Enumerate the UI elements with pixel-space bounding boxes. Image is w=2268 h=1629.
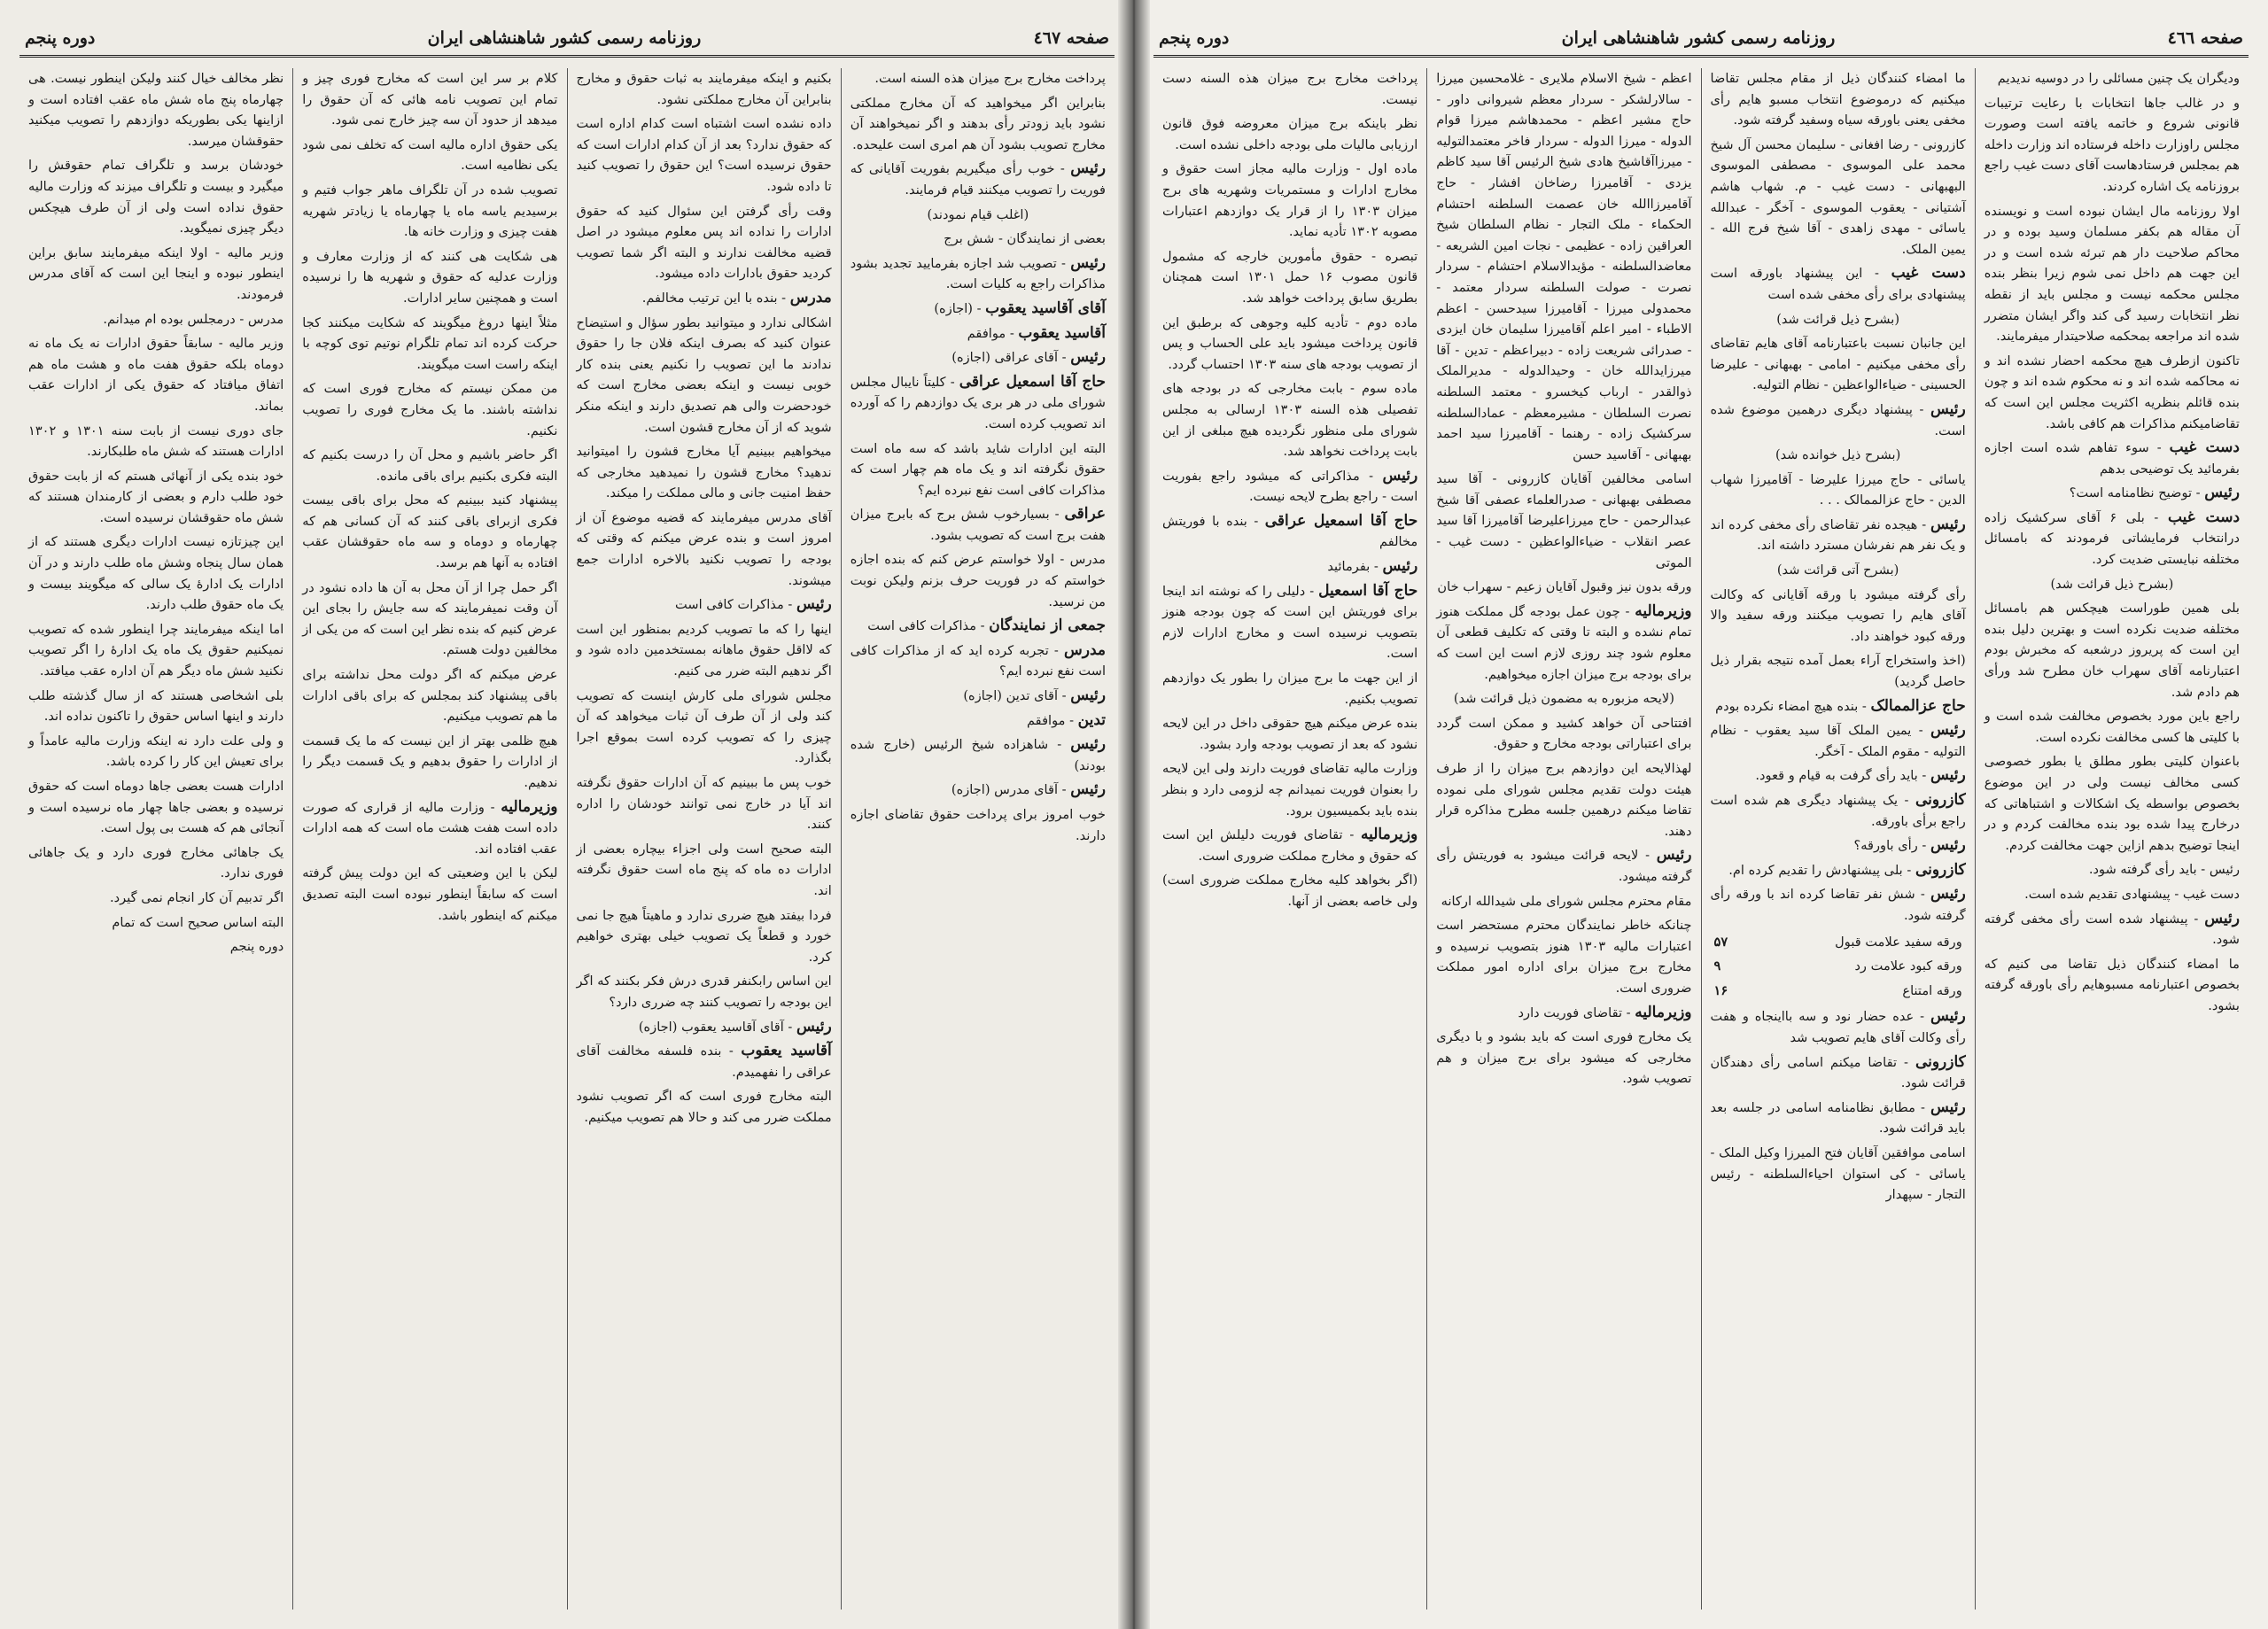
text-paragraph: چنانکه خاطر نمایندگان محترم مستحضر است اعتبارات مالیه ۱۳۰۳ هنوز بتصویب نرسیده و مخارج برج میزان برای اداره امور مملکت ضروری است. xyxy=(1436,918,1692,996)
text-paragraph: جای دوری نیست از بابت سنه ۱۳۰۱ و ۱۳۰۲ ادارات هستند که شش ماه طلبکارند. xyxy=(28,423,284,460)
text-paragraph: اینها را که ما تصویب کردیم بمنظور این است که لااقل حقوق ماهانه بمستخدمین داده شود و اگر ندهیم البته ضرر می کنیم. xyxy=(576,621,832,679)
speech-text: - بلی پیشنهادش را تقدیم کرده ام. xyxy=(1728,862,1915,878)
speaker-name: رئیس xyxy=(1382,466,1418,485)
speaker-name: عراقی xyxy=(1064,505,1106,524)
speech-text: - موافقم xyxy=(967,325,1019,341)
text-paragraph: تصویب شده در آن تلگراف ماهر جواب فتیم و برسیدیم یاسه ماه یا چهارماه یا زیادتر شهریه هفت چیزی و وزارت خانه ها. xyxy=(302,182,558,240)
speaker-name: رئیس xyxy=(1070,735,1106,754)
speech-paragraph xyxy=(850,372,1106,435)
text-paragraph: این چیزتازه نیست ادارات دیگری هستند که از همان سال پنجاه وشش ماه طلب دارند و در آن ادارات یک ادارهٔ یک سالی که میگویند بیست و یک ماه حقوق طلب دارند. xyxy=(28,534,284,613)
text-paragraph: بنده عرض میکنم هیچ حقوقی داخل در این لایحه نشود که بعد از تصویب بودجه وارد بشود. xyxy=(1162,716,1418,752)
speech-paragraph xyxy=(850,780,1106,801)
speaker-name: وزیرمالیه xyxy=(1635,601,1692,620)
speaker-name: رئیس xyxy=(2204,909,2240,927)
speaker-name: آقای آقاسید یعقوب xyxy=(985,299,1106,317)
speaker-name: وزیرمالیه xyxy=(501,797,558,816)
text-paragraph: ماده اول - وزارت مالیه مجاز است حقوق و مخارج ادارات و مستمریات وشهریه های برج میزان ۱۳۰۳ را از قرار یک دوازدهم اعتبارات مصوبه ۱۳۰۲ تأدیه نماید. xyxy=(1162,161,1418,240)
speech-text: - بسیارخوب شش برج که بابرج میزان هفت برج است که تصویب بشود. xyxy=(850,507,1106,543)
text-paragraph: وقت رأی گرفتن این سئوال کنید که حقوق ادارات را نداده اند پس معلوم میشود در اصل قضیه مخالفت ندارند و البته اگر شما تصویب کردید حقوق بادارات داده میشود. xyxy=(576,203,832,282)
text-paragraph: خود بنده یکی از آنهائی هستم که از بابت حقوق خود طلب دارم و بعضی از کارمندان هستند که شش ماه حقوقشان نرسیده است. xyxy=(28,468,284,525)
speech-paragraph xyxy=(1984,483,2240,504)
speech-text: - مذاکراتی که میشود راجع بفوریت است - راجع بطرح لایحه نیست. xyxy=(1162,468,1418,505)
text-paragraph: پرداخت مخارج برج میزان هذه السنه دست نیست. xyxy=(1162,71,1418,107)
speech-paragraph xyxy=(1711,1098,1966,1139)
speech-paragraph xyxy=(302,797,557,860)
editorial-note: (اغلب قیام نمودند) xyxy=(927,206,1029,222)
text-paragraph: اعظم - شیخ الاسلام ملایری - غلامحسین میرزا - سالارلشکر - سردار معظم شیروانی داور - حاج مشیر اعظم - محمدهاشم میرزا قوام الدوله - میرزا الدوله - سردار فاخر معتمدالتولیه - میرزاآقاشیخ هادی شیخ الرئیس آقا سید کاظم یزدی - آقامیرزا رضاخان افشار - حاج آقامیرزاالله خان عصمت السلطنه احتشام الحکماء - ملک التجار - نظام السلطان شیخ العراقین زاده - عظیمی - نجات امین الشریعه - معاضدالسلطنه - مؤیدالاسلام احتشام - سردار نصرت - صولت السلطنه سردار معتمد - محمدولی میرزا - آقامیرزا سیدحسن - اعظم الاطباء - امیر اعلم آقامیرزا سلیمان خان ایزدی - صدرائی شریعت زاده - دبیراعظم - تدین - آقا میرزایدالله خان - وحیدالدوله - مدیرالملک ذوالقدر - ارباب کیخسرو - معتمد السلطنه نصرت السلطان - مشیرمعظم - عمادالسلطنه سرکشیک زاده - رهنما - آقامیرزا سید احمد بهبهانی - آقاسید حسن xyxy=(1436,71,1692,462)
page-header xyxy=(1153,21,2249,58)
speech-paragraph xyxy=(1711,765,1966,787)
text-paragraph: مجلس شورای ملی کارش اینست که تصویب کند ولی از آن طرف آن ثبات میخواهد که آن چیزی را که تصویب کرده است بموقع اجرا بگذارد. xyxy=(576,687,832,766)
text-paragraph: ما امضاء کنندگان ذیل از مقام مجلس تقاضا میکنیم که درموضوع انتخاب مسبو هایم رأی مخفی یعنی باورقه سیاه وسفید گرفته شود. xyxy=(1710,71,1966,128)
vote-count: ۹ xyxy=(1713,958,1721,974)
speech-paragraph xyxy=(1162,825,1418,866)
text-paragraph: (اگر بخواهد کلیه مخارج مملکت ضروری است) ولی خاصه بعضی از آنها. xyxy=(1162,873,1418,909)
speaker-name: رئیس xyxy=(1070,780,1106,799)
speech-text: - بنده با فوریتش مخالفم xyxy=(1162,513,1418,550)
speech-paragraph xyxy=(1711,835,1966,857)
speech-paragraph xyxy=(1162,511,1418,553)
speech-text: - آقای مدرس (اجازه) xyxy=(951,782,1071,798)
text-paragraph: مدرس - اولا خواستم عرض کنم که بنده اجازه خواستم که در فوریت حرف بزنم ولیکن نوبت من نرسید. xyxy=(850,552,1106,609)
text-paragraph: تبصره - حقوق مأمورین خارجه که مشمول قانون مصوب ۱۶ حمل ۱۳۰۱ است همچنان بطریق سابق پرداخت خواهد شد. xyxy=(1162,248,1418,306)
text-paragraph: مدرس - درمجلس بوده ام میدانم. xyxy=(103,311,284,327)
text-paragraph: نظر مخالف خیال کنند ولیکن اینطور نیست. هی چهارماه پنج ماه شش ماه عقب افتاده است و ازاینها یکی بطوریکه دوازدهم را تصویب میکنید حقوقشان میرسد. xyxy=(28,71,284,149)
speaker-name: دست غیب xyxy=(2167,508,2241,526)
speaker-name: رئیس xyxy=(1070,687,1106,705)
speech-paragraph xyxy=(1436,845,1691,887)
text-paragraph: وزارت مالیه تقاضای فوریت دارند ولی این لایحه را بعنوان فوریت نمیدانم چه لزومی دارد و بنظر بنده باید بکمیسیون برود. xyxy=(1162,761,1418,818)
editorial-note: (بشرح ذیل خوانده شد) xyxy=(1775,447,1901,463)
text-paragraph: اگر تدبیم آن کار انجام نمی گیرد. xyxy=(110,889,284,905)
speech-paragraph xyxy=(1711,884,1966,926)
speech-text: - تجربه کرده اید که از مذاکرات کافی است نفع نبرده ایم؟ xyxy=(850,642,1106,679)
text-column xyxy=(567,68,841,1610)
speech-text: - چون عمل بودجه گل مملکت هنوز تمام نشده و البته تا وقتی که تکلیف قطعی آن معلوم شود چند روزی لازم است این است که برای بودجه برج میزان اجازه میخواهیم. xyxy=(1436,603,1692,682)
speech-paragraph xyxy=(850,734,1106,776)
speech-text: - بنده با این ترتیب مخالفم. xyxy=(641,290,790,306)
text-paragraph: عرض میکنم که اگر دولت محل نداشته برای باقی پیشنهاد کند بمجلس که برای باقی ادارات ما هم تصویب میکنیم. xyxy=(302,667,558,725)
speech-paragraph xyxy=(850,640,1106,682)
text-paragraph: البته صحیح است ولی اجزاء بیچاره بعضی از ادارات ده ماه که پنج ماه است حقوق نگرفته اند. xyxy=(576,841,832,898)
speech-paragraph xyxy=(1984,438,2240,479)
text-paragraph: یک جاهائی مخارج فوری دارد و یک جاهائی فوری ندارد. xyxy=(28,844,284,881)
speaker-name: دست غیب xyxy=(2169,438,2240,457)
speech-paragraph xyxy=(1711,1052,1966,1094)
speech-paragraph xyxy=(1711,515,1966,556)
speaker-name: رئیس xyxy=(1930,721,1966,740)
speaker-name: دست غیب xyxy=(1891,264,1966,283)
text-paragraph: (اخذ واستخراج آراء بعمل آمده نتیجه بقرار ذیل حاصل گردید) xyxy=(1710,653,1966,690)
speaker-name: حاج عزالممالک xyxy=(1870,696,1966,715)
page-number: صفحه ٤٦٦ xyxy=(2167,28,2243,48)
text-paragraph: دست غیب - پیشنهادی تقدیم شده است. xyxy=(2024,886,2240,902)
text-paragraph: مثلاً اینها دروغ میگویند که شکایت میکنند کجا حرکت کرده اند تمام تلگرام نوتیم توی کوچه با اینکه راست است میگویند. xyxy=(302,314,558,372)
speaker-name: آقاسید یعقوب xyxy=(741,1042,832,1060)
text-paragraph: از این جهت ما برج میزان را بطور یک دوازدهم تصویب بکنیم. xyxy=(1162,671,1418,707)
text-paragraph: رئیس - باید رأی گرفته شود. xyxy=(2088,862,2240,878)
speaker-name: رئیس xyxy=(1930,766,1966,785)
speaker-name: رئیس xyxy=(1930,399,1966,418)
speech-text: - آقای تدین (اجازه) xyxy=(963,688,1071,704)
speaker-name: رئیس xyxy=(1930,515,1966,533)
text-paragraph: خوب پس ما ببینیم که آن ادارات حقوق نگرفته اند آیا در خارج نمی توانند خودشان را اداره کنند. xyxy=(576,775,832,833)
text-paragraph: نظر باینکه برج میزان معروضه فوق قانون ارزیابی مالیات ملی بودجه داخلی نشده است. xyxy=(1162,116,1418,152)
speech-text: - پیشنهاد شده است رأی مخفی گرفته شود. xyxy=(1984,911,2240,948)
text-paragraph: البته این ادارات شاید باشد که سه ماه است حقوق نگرفته اند و یک ماه هم چهار است که مذاکرات کافی است نفع نبرده ایم؟ xyxy=(850,440,1106,498)
vote-row xyxy=(1711,979,1966,1004)
text-paragraph: لهذالایحه این دوازدهم برج میزان را از طرف هیئت دولت تقدیم مجلس شورای ملی نموده تقاضا میکنم درهمین جلسه مطرح مذاکره قرار دهند. xyxy=(1436,761,1692,839)
text-paragraph: باعنوان کلیتی بطور مطلق یا بطور خصوصی کسی مخالف نیست ولی در این موضوع بخصوص بواسطه یک اشکالات و اشتباهاتی که درخارج پیدا شده بود بنده مخالفت کردم و در اینجا توضیح بدهم ازاین جهت مخالفت کردم. xyxy=(1984,754,2240,853)
text-paragraph: بکنیم و اینکه میفرمایند به ثبات حقوق و مخارج بنابراین آن مخارج مملکتی نشود. xyxy=(576,71,832,107)
speaker-name: رئیس xyxy=(1070,348,1106,367)
text-paragraph: پیشنهاد کنید ببینیم که محل برای باقی بیست فکری ازبرای باقی کنند که آن کسانی هم که چهارماه و دوماه و سه ماه حقوقشان عقب افتاده به آنها هم برسد. xyxy=(302,493,558,571)
speech-paragraph xyxy=(577,1041,832,1082)
speech-text: - خوب رأی میگیریم بفوریت آقایانی که فوریت را تصویب میکنند قیام فرمایند. xyxy=(850,161,1106,198)
speech-text: - بلی ۶ آقای سرکشیک زاده درانتخاب فرمایشاتی فرمودند که بامسائل مختلفه نبایستی ضدیت کرد. xyxy=(1984,509,2240,568)
speech-paragraph xyxy=(850,347,1106,368)
text-paragraph: اما اینکه میفرمایند چرا اینطور شده که تصویب نمیکنیم حقوق یک ماه یک ادارهٔ را اگر تصویب نکنید شش ماه دیگر هم آن اداره عقب میافتد. xyxy=(28,621,284,679)
speaker-name: رئیس xyxy=(2204,484,2240,502)
speech-paragraph xyxy=(1711,696,1966,718)
speech-paragraph xyxy=(577,288,832,309)
speaker-name: رئیس xyxy=(1656,846,1692,865)
text-paragraph: وزیر مالیه - سابقاً حقوق ادارات نه یک ماه نه دوماه بلکه حقوق هفت ماه و هشت ماه هم اتفاق میافتاد که حقوق یکی از ادارات عقب بماند. xyxy=(28,336,284,414)
text-paragraph: پرداخت مخارج برج میزان هذه السنه است. xyxy=(874,71,1106,86)
text-paragraph: من ممکن نیستم که مخارج فوری است که نداشته باشند. ما یک مخارج فوری را تصویب نکنیم. xyxy=(302,381,558,438)
text-paragraph: یکی حقوق اداره مالیه است که تخلف نمی شود یکی نظامیه است. xyxy=(302,136,558,174)
text-paragraph: فردا بیفتد هیچ ضرری ندارد و ماهیتاً هیچ جا نمی خورد و قطعاً یک تصویب خیلی بهتری خواهیم کرد. xyxy=(576,907,832,965)
speech-paragraph xyxy=(1162,556,1418,578)
speech-text: - رأی باورقه؟ xyxy=(1853,838,1930,854)
vote-row xyxy=(1711,930,1966,955)
text-paragraph: خودشان برسد و تلگراف تمام حقوقش را میگیرد و بیست و تلگراف میزند که وزارت مالیه حقوق نداده است ولی از آن طرف هیچکس دیگر چیزی نمیگوید. xyxy=(28,158,284,237)
speech-paragraph xyxy=(1984,909,2240,950)
speaker-name: رئیس xyxy=(1070,253,1106,272)
speech-text: - یک پیشنهاد دیگری هم شده است راجع برأی باورقه. xyxy=(1710,793,1966,829)
text-paragraph: یک مخارج فوری است که باید بشود و با دیگری مخارجی که میشود برای برج میزان و هم تصویب شود. xyxy=(1436,1029,1692,1087)
speech-text: - بنده فلسفه مخالفت آقای عراقی را نفهمیدم. xyxy=(576,1043,832,1080)
speaker-name: رئیس xyxy=(796,595,832,614)
editorial-note: (بشرح ذیل قرائت شد) xyxy=(2050,576,2174,592)
text-paragraph: کازرونی - رضا افغانی - سلیمان محسن آل شیخ محمد علی الموسوی - مصطفی الموسوی البهبهانی - دست غیب - م. شهاب هاشم آشتیانی - یعقوب الموسوی - آخگر - عبدالله یاسائی - مهدی زاهدی - آقا شیخ فرج الله - یمین الملک. xyxy=(1710,136,1966,257)
text-paragraph: بلی اشخاصی هستند که از سال گذشته طلب دارند و اینها اساس حقوق را تاکنون نداده اند. xyxy=(28,687,284,725)
speech-text: - عده حضار نود و سه بااینجاه و هفت رأی وکالت آقای هایم تصویب شد xyxy=(1710,1009,1966,1045)
column-container xyxy=(19,68,1115,1610)
speech-paragraph xyxy=(1162,581,1418,664)
text-paragraph: ورقه بدون نیز وقبول آقایان زعیم - سهراب خان xyxy=(1437,579,1692,595)
text-paragraph: افتتاحی آن خواهد کشید و ممکن است گردد برای اعتباراتی بودجه مخارج و حقوق. xyxy=(1436,715,1692,752)
text-paragraph: وزیر مالیه - اولا اینکه میفرمایند سابق براین اینطور نبوده و اینجا این است که آقای مدرس فرمودند. xyxy=(28,244,284,302)
speech-paragraph xyxy=(850,710,1106,732)
speech-text: - هیجده نفر تقاضای رأی مخفی کرده اند و یک نفر هم نفرشان مسترد داشته اند. xyxy=(1710,516,1966,554)
speech-paragraph xyxy=(850,159,1106,200)
speech-text: - توضیح نظامنامه است؟ xyxy=(2069,485,2205,501)
vote-row xyxy=(1711,954,1966,979)
speech-text: - این پیشنهاد باورقه است پیشنهادی برای رأی مخفی شده است xyxy=(1710,266,1966,302)
speaker-name: کازرونی xyxy=(1915,791,1966,809)
text-paragraph: کلام بر سر این است که مخارج فوری چیز و تمام این تصویب نامه هائی که آن حقوق را میدهد از حدود آن سه چیز خارج نمی شود. xyxy=(302,71,558,128)
text-paragraph: هیچ ظلمی بهتر از این نیست که ما یک قسمت از ادارات را حقوق بدهیم و یک قسمت دیگر را ندهیم. xyxy=(302,733,558,790)
editorial-note: (بشرح آتی قرائت شد) xyxy=(1776,562,1899,578)
speech-paragraph xyxy=(850,253,1106,295)
speech-text: - کلیتاً نایبال مجلس شورای ملی در هر بری یک دوازدهم را که آورده اند تصویب کرده است. xyxy=(850,374,1106,431)
issue-label: دوره پنجم xyxy=(25,28,96,48)
text-paragraph: بلی همین طوراست هیچکس هم بامسائل مختلفه ضدیت نکرده است و بهترین دلیل بنده این است که پریروز درشعبه که مخبرش بودم اعتبارنامه آقای سهراب خان مطرح شد ورأی هم دادم شد. xyxy=(1984,601,2240,700)
text-paragraph: اسامی مخالفین آقایان کازرونی - آقا سید مصطفی بهبهانی - صدرالعلماء عصفی آقا شیخ عبدالرحمن - حاج میرزاعلیرضا آقامیرزا آقا سید عصر انقلاب - ضیاءالواعظین - دست غیب - الموتی xyxy=(1436,471,1692,570)
speaker-name: رئیس xyxy=(1070,159,1106,178)
text-paragraph: مقام محترم مجلس شورای ملی شیدالله ارکانه xyxy=(1441,893,1692,909)
text-paragraph: و ولی علت دارد نه اینکه وزارت مالیه عامداً و برای تعیش این کار را کرده باشد. xyxy=(28,733,284,770)
text-paragraph: و در غالب جاها انتخابات با رعایت ترتیبات قانونی شروع و خاتمه یافته است وصورت مجلس راوزارت داخله فرستاده اند وزارت داخله هم بمجلس فرستادهاست آقای دست غیب راجع بروزنامه یک اشاره کردند. xyxy=(1984,95,2240,194)
speaker-name: کازرونی xyxy=(1915,860,1966,879)
speaker-name: رئیس xyxy=(1930,1098,1966,1116)
editorial-note: (لایحه مزبوره به مضمون ذیل قرائت شد) xyxy=(1453,691,1674,707)
issue-label: دوره پنجم xyxy=(1159,28,1230,48)
speech-text: - لایحه قرائت میشود به فوریتش رأی گرفته میشود. xyxy=(1436,848,1692,884)
text-paragraph: آقای مدرس میفرمایند که قضیه موضوع آن از امروز است و بنده عرض میکنم که وقتی که بودجه را تصویب نکنید بالاخره ادارات جمع میشوند. xyxy=(576,509,832,588)
speech-text: - تقاضا میکنم اسامی رأی دهندگان قرائت شود. xyxy=(1710,1054,1966,1091)
editorial-note: (بشرح ذیل قرائت شد) xyxy=(1776,311,1900,327)
speech-paragraph xyxy=(1711,1006,1966,1048)
speech-text: - باید رأی گرفت به قیام و قعود. xyxy=(1755,768,1930,784)
text-paragraph: یاسائی - حاج میرزا علیرضا - آقامیرزا شهاب الدین - حاج عزالممالک . . . xyxy=(1710,471,1966,508)
text-paragraph: هی شکایت هی کنند که از وزارت معارف و وزارت عدلیه که حقوق و شهریه ها را نرسیده است و همچنین سایر ادارات. xyxy=(302,248,558,306)
vote-count: ۱۶ xyxy=(1713,982,1728,998)
text-paragraph: تاکنون ازطرف هیچ محکمه احضار نشده اند و نه محاکمه شده اند و نه محکوم شده اند و چون بنده قائلم بنظریه اکثریت مجلس این است که تقاضامیکنم مذاکرات هم کافی باشد. xyxy=(1984,353,2240,431)
speech-text: - (اجازه) xyxy=(934,300,986,316)
speech-text: - بفرمائید xyxy=(1327,559,1383,575)
speech-text: - آقای عراقی (اجازه) xyxy=(951,350,1071,366)
speech-text: - تقاضای فوریت دارد xyxy=(1518,1005,1635,1020)
page-466 xyxy=(1134,0,2268,1629)
speaker-name: حاج آقا اسمعیل عراقی xyxy=(1264,511,1418,530)
speaker-name: رئیس xyxy=(1930,1007,1966,1026)
column-container xyxy=(1153,68,2249,1610)
speech-text: - سوء تفاهم شده است اجازه بفرمائید یک توضیحی بدهم xyxy=(1984,440,2240,477)
text-column xyxy=(841,68,1115,1610)
speech-text: - دلیلی را که نوشته اند اینجا برای فوریتش این است که چون بودجه هنوز بتصویب نرسیده است و مخارج ادارات لازم است. xyxy=(1162,583,1418,662)
speech-text: - تقاضای فوریت دلیلش این است که حقوق و مخارج مملکت ضروری است. xyxy=(1162,827,1418,864)
speaker-name: وزیرمالیه xyxy=(1361,826,1418,844)
text-paragraph: بنابراین اگر میخواهید که آن مخارج مملکتی نشود باید زودتر رأی بدهند و اگر نمیخواهند آن مخارج تصویب بشود آن هم امری است علیحده. xyxy=(850,95,1106,152)
text-paragraph: بعضی از نمایندگان - شش برج xyxy=(944,231,1106,247)
speaker-name: رئیس xyxy=(796,1017,832,1036)
text-column xyxy=(1701,68,1975,1610)
text-paragraph: راجع باین مورد بخصوص مخالفت شده است و با کلیتی ها کسی مخالفت نکرده است. xyxy=(1984,709,2240,745)
text-column xyxy=(292,68,566,1610)
text-paragraph: اسامی موافقین آقایان فتح المیرزا وکیل الملک - یاسائی - کی استوان احیاءالسلطنه - رئیس التجار - سپهدار xyxy=(1710,1144,1966,1203)
text-paragraph: این جانبان نسبت باعتبارنامه آقای هایم تقاضای رأی مخفی میکنیم - امامی - بهبهانی - علیرضا الحسینی - ضیاءالواعظین - نظام التولیه. xyxy=(1710,336,1966,393)
speech-text: - پیشنهاد دیگری درهمین موضوع شده است. xyxy=(1710,401,1966,438)
speech-paragraph xyxy=(1984,508,2240,570)
speech-paragraph xyxy=(850,504,1106,546)
text-paragraph: این اساس رابکنفر قدری درش فکر بکنند که اگر این بودجه را تصویب کنند چه ضرری دارد؟ xyxy=(576,974,832,1010)
speaker-name: کازرونی xyxy=(1915,1052,1966,1071)
speech-text: - مطابق نظامنامه اسامی در جلسه بعد باید قرائت شود. xyxy=(1710,1099,1966,1136)
speech-paragraph xyxy=(850,686,1106,707)
speech-text: - شاهزاده شیخ الرئیس (خارج شده بودند) xyxy=(850,737,1106,773)
speaker-name: رئیس xyxy=(1382,557,1418,576)
speech-text: - مذاکرات کافی است xyxy=(867,618,990,634)
speech-paragraph xyxy=(1436,1003,1691,1024)
speech-paragraph xyxy=(1711,860,1966,881)
speech-text: - تصویب شد اجازه بفرمایید تجدید بشود مذاکرات راجع به کلیات است. xyxy=(850,255,1106,292)
speech-text: - وزارت مالیه از قراری که صورت داده است هفت هشت ماه است که همه ادارات عقب افتاده اند. xyxy=(302,799,558,857)
speaker-name: رئیس xyxy=(1930,885,1966,904)
speech-paragraph xyxy=(850,616,1106,637)
speech-text: - مذاکرات کافی است xyxy=(675,597,796,613)
speaker-name: آقاسید یعقوب xyxy=(1018,323,1106,342)
text-paragraph: ما امضاء کنندگان ذیل تقاضا می کنیم که بخصوص اعتبارنامه مسبوهایم رأی باورقه گرفته بشود. xyxy=(1984,956,2240,1013)
text-column xyxy=(1153,68,1426,1610)
text-paragraph: دوره پنجم xyxy=(229,939,284,955)
page-header xyxy=(19,21,1115,58)
vote-label: ورقه کبود علامت رد xyxy=(1854,958,1962,974)
text-paragraph: داده نشده است اشتباه است کدام اداره است که حقوق ندارد؟ بعد از آن کدام ادارات است که حقوق نرسیده است؟ این حقوق را تصویب کنید تا داده شود. xyxy=(576,116,832,194)
text-paragraph: ودیگران یک چنین مسائلی را در دوسیه ندیدیم xyxy=(1997,71,2240,86)
vote-label: ورقه امتناع xyxy=(1902,982,1962,998)
speaker-name: وزیرمالیه xyxy=(1635,1003,1692,1021)
text-paragraph: ادارات هست بعضی جاها دوماه است که حقوق نرسیده و بعضی جاها چهار ماه نرسیده است و آنجائی هم که هست بی پول است. xyxy=(28,779,284,836)
speech-text: - موافقم xyxy=(1026,712,1078,728)
speech-text: - یمین الملک آقا سید یعقوب - نظام التولیه - مقوم الملک - آخگر. xyxy=(1710,723,1966,759)
text-paragraph: اگر حاضر باشیم و محل آن را درست بکنیم که البته فکری بکنیم برای باقی مانده. xyxy=(302,447,558,484)
text-paragraph: میخواهیم ببینیم آیا مخارج قشون را امیتوانید ندهید؟ مخارج قشون را نمیدهید مخارجی که حفظ امنیت جانی و مالی مملکت را میکند. xyxy=(576,444,832,501)
text-paragraph: اولا روزنامه مال ایشان نبوده است و نویسنده آن مقاله هم بکفر مسلمان وسید بوده و در محاکم صلاحیت دار هم تبرئه شده است و در این جهت هم داخل نمی شوم زیرا بنظر بنده مجلس محکمه نیست و مجلس باید از نقطه نظر انتخابات رسید گی کند واگر ایشان متضرر شده اند مراجعه بمحکمه صلاحیتدار میفرمایند. xyxy=(1984,203,2240,345)
vote-label: ورقه سفید علامت قبول xyxy=(1835,934,1962,950)
text-paragraph: خوب امروز برای پرداخت حقوق تقاضای اجازه دارند. xyxy=(850,807,1106,843)
speech-paragraph xyxy=(1711,720,1966,762)
speech-paragraph xyxy=(850,299,1106,320)
text-column xyxy=(1426,68,1700,1610)
text-paragraph: لیکن با این وضعیتی که این دولت پیش گرفته است که سابقاً اینطور نبوده است البته تصدیق میکنم که اینطور باشد. xyxy=(302,865,558,923)
speech-paragraph xyxy=(1711,790,1966,832)
speaker-name: حاج آقا اسمعیل xyxy=(1318,581,1418,600)
speech-paragraph xyxy=(1711,263,1966,305)
text-column xyxy=(19,68,292,1610)
vote-results-table xyxy=(1711,930,1966,1004)
speech-paragraph xyxy=(1162,466,1418,508)
speaker-name: تدین xyxy=(1077,710,1106,729)
newspaper-title: روزنامه رسمی کشور شاهنشاهی ایران xyxy=(427,28,702,48)
speech-paragraph xyxy=(1436,601,1691,685)
speech-paragraph xyxy=(577,594,832,616)
text-paragraph: رأی گرفته میشود با ورقه آقایانی که وکالت آقای هایم را تصویب میکنند ورقه سفید والا ورقه کبود خواهند داد. xyxy=(1710,586,1966,644)
speech-text: - شش نفر تقاضا کرده اند با ورقه رأی گرفته شود. xyxy=(1710,887,1966,923)
speaker-name: جمعی از نمایندگان xyxy=(989,617,1106,635)
newspaper-title: روزنامه رسمی کشور شاهنشاهی ایران xyxy=(1561,28,1836,48)
text-paragraph: اشکالی ندارد و میتوانید بطور سؤال و استیضاح عنوان کنید که بصرف اینکه فلان جا را حقوق ندادند ما این تصویب را نکنیم یعنی بنده کار خوبی نیست و اینکه بعضی مخارج است که خودحضرت والی هم تصدیق دارند و اینکه منکر شوید که از آن مخارج قشون است. xyxy=(576,314,832,435)
text-paragraph: البته اساس صحیح است که تمام xyxy=(112,914,284,930)
speech-text: - آقای آقاسید یعقوب (اجازه) xyxy=(638,1019,796,1035)
text-paragraph: البته مخارج فوری است که اگر تصویب نشود مملکت ضرر می کند و حالا هم تصویب میکنیم. xyxy=(576,1089,832,1125)
text-paragraph: ماده دوم - تأدیه کلیه وجوهی که برطبق این قانون پرداخت میشود باید علی الحساب و پس از تصویب بودجه های سنه ۱۳۰۳ احتساب گردد. xyxy=(1162,314,1418,372)
text-column xyxy=(1975,68,2249,1610)
speech-text: - بنده هیچ امضاء نکرده بودم xyxy=(1715,698,1871,714)
speech-paragraph xyxy=(577,1017,832,1038)
speaker-name: رئیس xyxy=(1930,836,1966,855)
speaker-name: حاج آقا اسمعیل عراقی xyxy=(959,372,1106,391)
speaker-name: مدرس xyxy=(789,288,832,306)
text-paragraph: اگر حمل چرا از آن محل به آن ها داده نشود در آن وقت نمیفرمایند که سه جایش را بجای این عرض کنیم که بنده نظر این است که من یکی از مخالفین دولت هستم. xyxy=(302,579,558,658)
speaker-name: مدرس xyxy=(1064,640,1106,659)
speech-paragraph xyxy=(1711,399,1966,441)
page-number: صفحه ٤٦٧ xyxy=(1033,28,1109,48)
vote-count: ۵۷ xyxy=(1713,934,1728,950)
text-paragraph: ماده سوم - بابت مخارجی که در بودجه های تفصیلی هذه السنه ۱۳۰۳ ارسالی به مجلس شورای ملی منظور نگردیده هیچ مبلغی از این بابت پرداخت نخواهد شد. xyxy=(1162,381,1418,460)
speech-paragraph xyxy=(850,323,1106,345)
